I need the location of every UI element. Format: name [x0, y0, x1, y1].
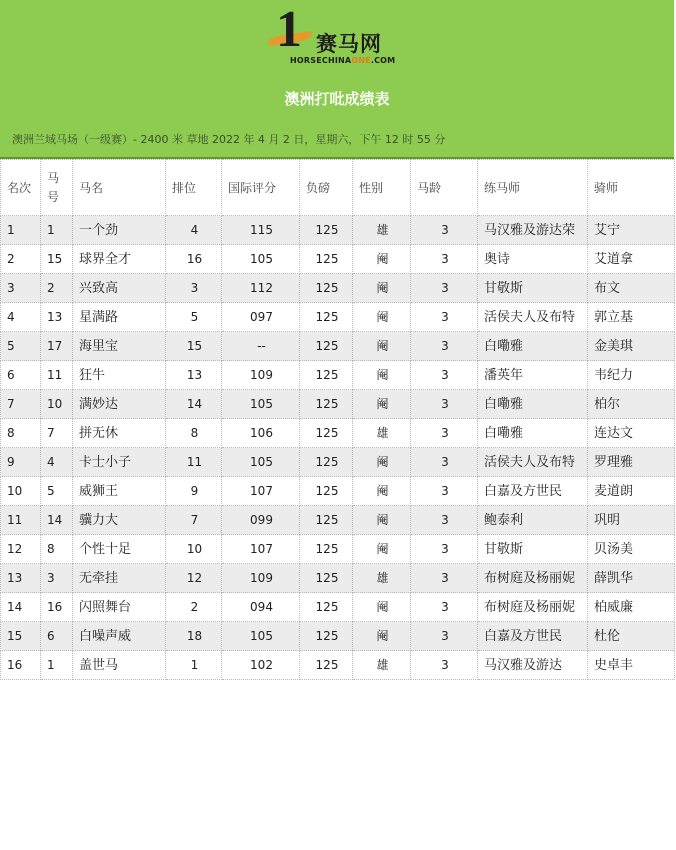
- col-header-horse-no: 马号: [41, 160, 73, 216]
- cell-age: 3: [411, 419, 478, 448]
- col-header-age: 马龄: [411, 160, 478, 216]
- cell-rank: 13: [1, 564, 41, 593]
- cell-weight: 125: [300, 593, 353, 622]
- cell-horse-name: 球界全才: [73, 245, 166, 274]
- cell-sex: 阉: [353, 622, 411, 651]
- cell-rank: 6: [1, 361, 41, 390]
- cell-sex: 阉: [353, 477, 411, 506]
- col-header-horse-name: 马名: [73, 160, 166, 216]
- cell-trainer: 潘英年: [478, 361, 588, 390]
- cell-jockey: 杜伦: [588, 622, 675, 651]
- cell-weight: 125: [300, 651, 353, 680]
- cell-sex: 雄: [353, 216, 411, 245]
- table-row: [1, 419, 675, 448]
- cell-horse-no: 10: [41, 390, 73, 419]
- cell-sex: 阉: [353, 245, 411, 274]
- cell-sex: 阉: [353, 593, 411, 622]
- col-header-sex: 性别: [353, 160, 411, 216]
- cell-age: 3: [411, 361, 478, 390]
- cell-horse-no: 13: [41, 303, 73, 332]
- cell-age: 3: [411, 564, 478, 593]
- cell-rating: 105: [222, 245, 300, 274]
- cell-weight: 125: [300, 390, 353, 419]
- cell-trainer: 鲍泰利: [478, 506, 588, 535]
- cell-age: 3: [411, 506, 478, 535]
- col-header-trainer: 练马师: [478, 160, 588, 216]
- cell-horse-no: 7: [41, 419, 73, 448]
- cell-horse-name: 拼无休: [73, 419, 166, 448]
- cell-trainer: 布树庭及杨丽妮: [478, 564, 588, 593]
- cell-rating: 097: [222, 303, 300, 332]
- cell-weight: 125: [300, 274, 353, 303]
- cell-age: 3: [411, 303, 478, 332]
- cell-jockey: 薛凯华: [588, 564, 675, 593]
- cell-trainer: 白嘞雅: [478, 390, 588, 419]
- cell-sex: 阉: [353, 303, 411, 332]
- cell-draw: 18: [166, 622, 222, 651]
- cell-age: 3: [411, 593, 478, 622]
- col-header-jockey: 骑师: [588, 160, 675, 216]
- cell-sex: 阉: [353, 390, 411, 419]
- cell-horse-name: 无牵挂: [73, 564, 166, 593]
- table-row: [1, 390, 675, 419]
- cell-rating: 107: [222, 477, 300, 506]
- cell-horse-no: 17: [41, 332, 73, 361]
- page-header: [0, 0, 674, 159]
- cell-rating: 102: [222, 651, 300, 680]
- cell-weight: 125: [300, 506, 353, 535]
- cell-sex: 阉: [353, 361, 411, 390]
- cell-draw: 1: [166, 651, 222, 680]
- table-row: [1, 477, 675, 506]
- table-row: [1, 216, 675, 245]
- cell-rating: 105: [222, 622, 300, 651]
- cell-draw: 10: [166, 535, 222, 564]
- table-row: [1, 448, 675, 477]
- cell-sex: 阉: [353, 274, 411, 303]
- cell-rating: --: [222, 332, 300, 361]
- cell-horse-name: 威狮王: [73, 477, 166, 506]
- cell-weight: 125: [300, 419, 353, 448]
- cell-rating: 109: [222, 564, 300, 593]
- cell-rating: 105: [222, 390, 300, 419]
- cell-rank: 3: [1, 274, 41, 303]
- logo-number: 1: [276, 1, 302, 58]
- cell-weight: 125: [300, 245, 353, 274]
- cell-sex: 雄: [353, 419, 411, 448]
- cell-age: 3: [411, 535, 478, 564]
- cell-horse-no: 1: [41, 216, 73, 245]
- results-body: [1, 216, 675, 680]
- cell-age: 3: [411, 622, 478, 651]
- cell-jockey: 柏威廉: [588, 593, 675, 622]
- cell-draw: 2: [166, 593, 222, 622]
- cell-rank: 7: [1, 390, 41, 419]
- cell-draw: 8: [166, 419, 222, 448]
- cell-draw: 3: [166, 274, 222, 303]
- col-header-rating: 国际评分: [222, 160, 300, 216]
- cell-draw: 5: [166, 303, 222, 332]
- cell-age: 3: [411, 448, 478, 477]
- cell-trainer: 白嘉及方世民: [478, 477, 588, 506]
- table-row: [1, 274, 675, 303]
- cell-jockey: 巩明: [588, 506, 675, 535]
- table-row: [1, 593, 675, 622]
- cell-weight: 125: [300, 535, 353, 564]
- cell-weight: 125: [300, 303, 353, 332]
- cell-weight: 125: [300, 448, 353, 477]
- cell-weight: 125: [300, 361, 353, 390]
- cell-draw: 15: [166, 332, 222, 361]
- cell-trainer: 白嘉及方世民: [478, 622, 588, 651]
- page-title: 澳洲打吡成绩表: [284, 90, 390, 108]
- cell-draw: 14: [166, 390, 222, 419]
- cell-jockey: 艾道拿: [588, 245, 675, 274]
- cell-horse-no: 15: [41, 245, 73, 274]
- cell-trainer: 白嘞雅: [478, 332, 588, 361]
- cell-age: 3: [411, 477, 478, 506]
- cell-jockey: 金美琪: [588, 332, 675, 361]
- cell-trainer: 马汉雅及游达: [478, 651, 588, 680]
- cell-horse-no: 4: [41, 448, 73, 477]
- cell-horse-no: 14: [41, 506, 73, 535]
- cell-rating: 094: [222, 593, 300, 622]
- cell-age: 3: [411, 651, 478, 680]
- cell-sex: 阉: [353, 535, 411, 564]
- results-table: [0, 159, 675, 680]
- cell-rank: 16: [1, 651, 41, 680]
- cell-rating: 109: [222, 361, 300, 390]
- table-row: [1, 332, 675, 361]
- cell-trainer: 奥诗: [478, 245, 588, 274]
- table-row: [1, 535, 675, 564]
- table-row: [1, 361, 675, 390]
- cell-draw: 4: [166, 216, 222, 245]
- cell-rank: 8: [1, 419, 41, 448]
- cell-age: 3: [411, 390, 478, 419]
- cell-rank: 4: [1, 303, 41, 332]
- cell-horse-name: 海里宝: [73, 332, 166, 361]
- cell-trainer: 活侯夫人及布特: [478, 303, 588, 332]
- logo-text-cn: 赛马网: [316, 32, 382, 56]
- cell-rank: 10: [1, 477, 41, 506]
- cell-rating: 107: [222, 535, 300, 564]
- cell-weight: 125: [300, 477, 353, 506]
- cell-horse-name: 闪照舞台: [73, 593, 166, 622]
- cell-jockey: 柏尔: [588, 390, 675, 419]
- cell-horse-no: 1: [41, 651, 73, 680]
- cell-sex: 阉: [353, 448, 411, 477]
- cell-jockey: 史卓丰: [588, 651, 675, 680]
- cell-rank: 1: [1, 216, 41, 245]
- col-header-weight: 负磅: [300, 160, 353, 216]
- cell-rank: 15: [1, 622, 41, 651]
- cell-jockey: 贝汤美: [588, 535, 675, 564]
- cell-rank: 11: [1, 506, 41, 535]
- cell-draw: 7: [166, 506, 222, 535]
- cell-horse-name: 盖世马: [73, 651, 166, 680]
- logo-text-en: HORSECHINAONE.COM: [290, 56, 396, 65]
- table-header-row: [1, 160, 675, 216]
- table-row: [1, 506, 675, 535]
- cell-rating: 099: [222, 506, 300, 535]
- cell-horse-name: 一个劲: [73, 216, 166, 245]
- cell-age: 3: [411, 216, 478, 245]
- cell-horse-no: 3: [41, 564, 73, 593]
- cell-jockey: 罗理雅: [588, 448, 675, 477]
- cell-horse-no: 5: [41, 477, 73, 506]
- cell-sex: 雄: [353, 651, 411, 680]
- cell-horse-name: 骥力大: [73, 506, 166, 535]
- cell-jockey: 连达文: [588, 419, 675, 448]
- cell-rank: 12: [1, 535, 41, 564]
- cell-rating: 106: [222, 419, 300, 448]
- cell-draw: 11: [166, 448, 222, 477]
- cell-horse-name: 个性十足: [73, 535, 166, 564]
- cell-horse-name: 满妙达: [73, 390, 166, 419]
- table-row: [1, 564, 675, 593]
- cell-jockey: 布文: [588, 274, 675, 303]
- cell-weight: 125: [300, 564, 353, 593]
- cell-draw: 9: [166, 477, 222, 506]
- cell-jockey: 麦道朗: [588, 477, 675, 506]
- cell-draw: 12: [166, 564, 222, 593]
- cell-horse-name: 白噪声威: [73, 622, 166, 651]
- cell-horse-no: 6: [41, 622, 73, 651]
- cell-sex: 阉: [353, 332, 411, 361]
- cell-jockey: 韦纪力: [588, 361, 675, 390]
- cell-sex: 阉: [353, 506, 411, 535]
- cell-weight: 125: [300, 622, 353, 651]
- cell-draw: 13: [166, 361, 222, 390]
- cell-draw: 16: [166, 245, 222, 274]
- cell-horse-name: 狂牛: [73, 361, 166, 390]
- col-header-rank: 名次: [1, 160, 41, 216]
- table-row: [1, 622, 675, 651]
- cell-trainer: 甘敬斯: [478, 274, 588, 303]
- cell-horse-name: 星满路: [73, 303, 166, 332]
- cell-horse-name: 兴致高: [73, 274, 166, 303]
- cell-weight: 125: [300, 216, 353, 245]
- cell-horse-name: 卡士小子: [73, 448, 166, 477]
- table-row: [1, 245, 675, 274]
- table-row: [1, 303, 675, 332]
- cell-jockey: 郭立基: [588, 303, 675, 332]
- cell-horse-no: 16: [41, 593, 73, 622]
- race-info: 澳洲兰域马场（一级赛）- 2400 米 草地 2022 年 4 月 2 日，星期六，下午 12 时 55 分: [12, 133, 446, 146]
- cell-rank: 2: [1, 245, 41, 274]
- cell-horse-no: 8: [41, 535, 73, 564]
- cell-rank: 14: [1, 593, 41, 622]
- col-header-draw: 排位: [166, 160, 222, 216]
- cell-rating: 105: [222, 448, 300, 477]
- cell-age: 3: [411, 274, 478, 303]
- cell-trainer: 甘敬斯: [478, 535, 588, 564]
- table-row: [1, 651, 675, 680]
- site-logo[interactable]: [268, 1, 428, 70]
- cell-age: 3: [411, 332, 478, 361]
- cell-horse-no: 11: [41, 361, 73, 390]
- cell-rating: 112: [222, 274, 300, 303]
- cell-rating: 115: [222, 216, 300, 245]
- cell-trainer: 白嘞雅: [478, 419, 588, 448]
- cell-age: 3: [411, 245, 478, 274]
- cell-weight: 125: [300, 332, 353, 361]
- cell-horse-no: 2: [41, 274, 73, 303]
- cell-trainer: 活侯夫人及布特: [478, 448, 588, 477]
- cell-rank: 5: [1, 332, 41, 361]
- cell-trainer: 布树庭及杨丽妮: [478, 593, 588, 622]
- cell-jockey: 艾宁: [588, 216, 675, 245]
- cell-trainer: 马汉雅及游达荣: [478, 216, 588, 245]
- cell-sex: 雄: [353, 564, 411, 593]
- cell-rank: 9: [1, 448, 41, 477]
